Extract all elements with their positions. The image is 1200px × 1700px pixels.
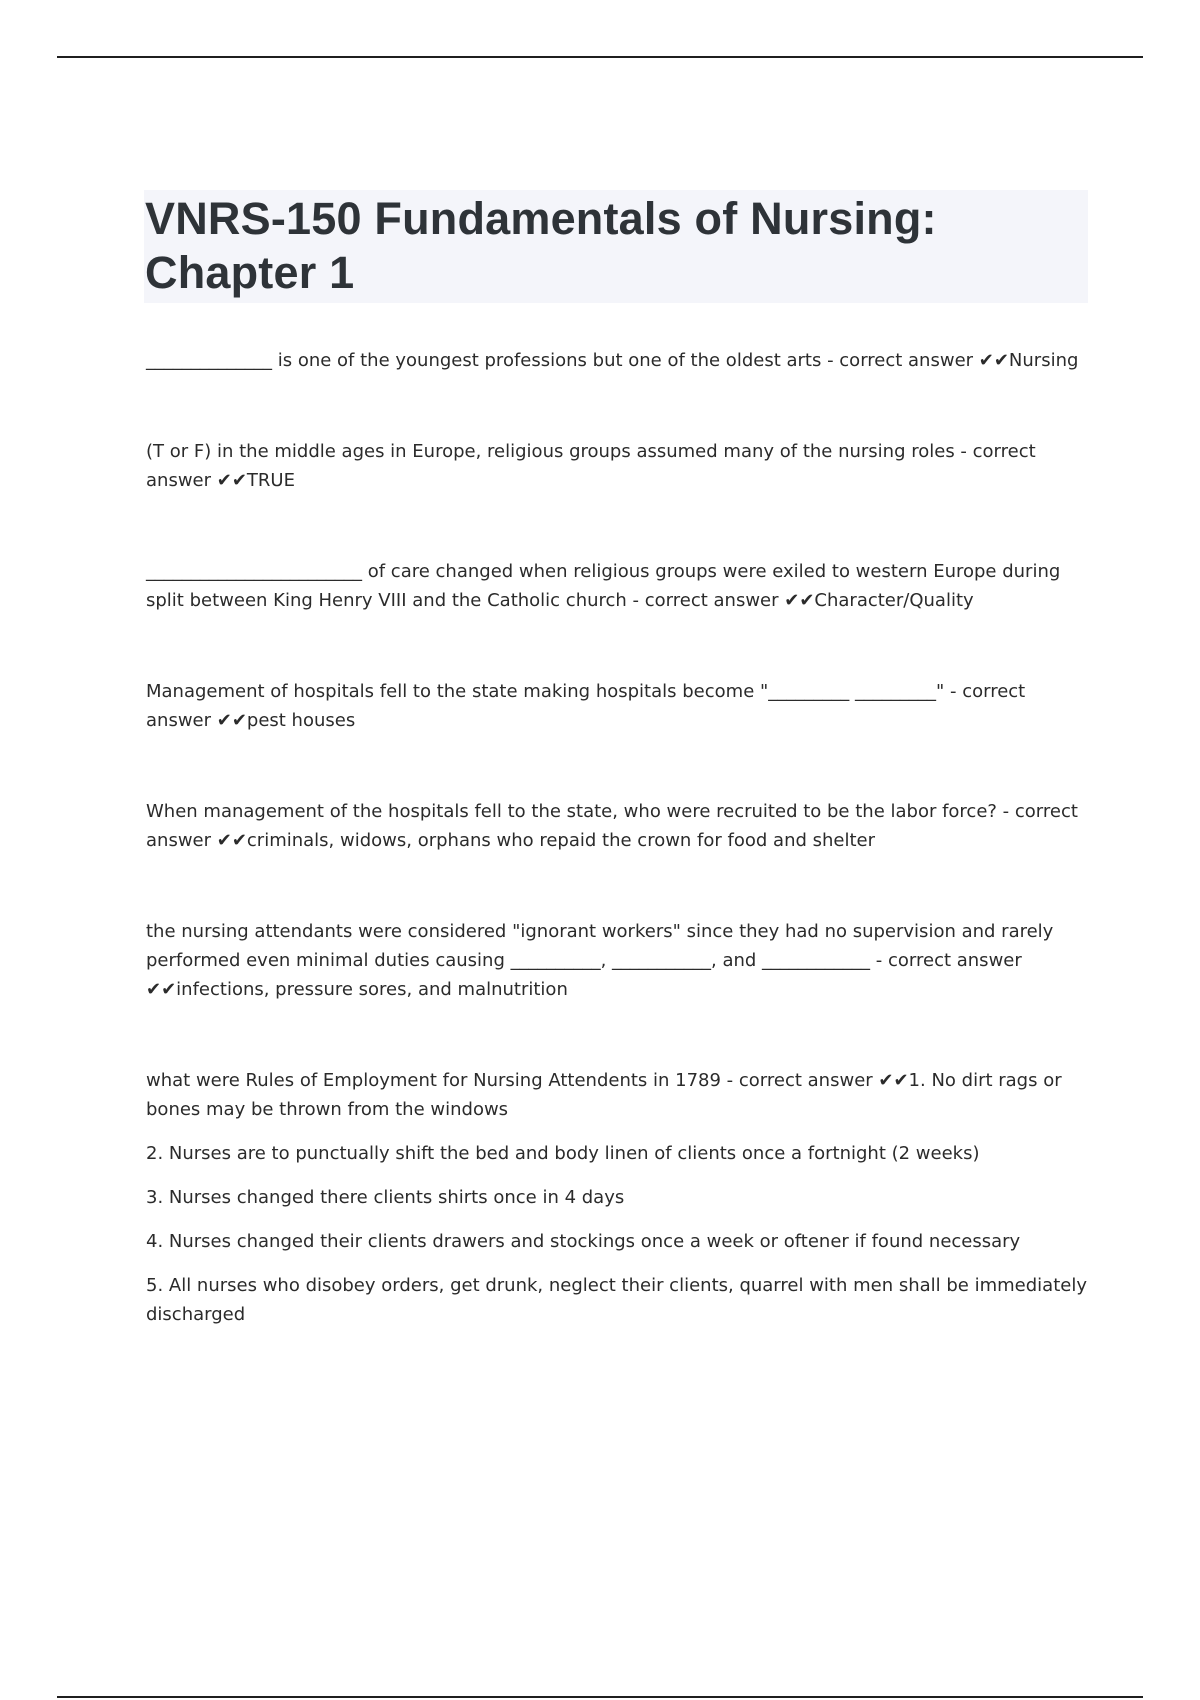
rule-item: 2. Nurses are to punctually shift the bed and body linen of clients once a fortnight (2 weeks) — [146, 1143, 980, 1164]
rule-item: 3. Nurses changed there clients shirts once in 4 days — [146, 1187, 625, 1208]
header-rule — [57, 56, 1143, 58]
qa-item: what were Rules of Employment for Nursing Attendents in 1789 - correct answer ✔✔1. No dirt rags or bones may be thrown from the windows — [146, 1070, 1062, 1120]
rule-item: 5. All nurses who disobey orders, get drunk, neglect their clients, quarrel with men shall be immediately discharged — [146, 1275, 1087, 1325]
qa-item: When management of the hospitals fell to the state, who were recruited to be the labor force? - correct answer ✔✔criminals, widows, orphans who repaid the crown for food and shelter — [146, 801, 1078, 851]
qa-item: Management of hospitals fell to the state making hospitals become "_________ _________" - correct answer ✔✔pest houses — [146, 681, 1026, 731]
document-body — [146, 346, 1091, 1329]
footer-rule — [57, 1696, 1143, 1698]
qa-item: ______________ is one of the youngest professions but one of the oldest arts - correct answer ✔✔Nursing — [146, 350, 1079, 371]
document-title: VNRS-150 Fundamentals of Nursing: Chapter 1 — [145, 193, 937, 298]
qa-item: ________________________ of care changed when religious groups were exiled to western Europe during split between King Henry VIII and the Catholic church - correct answer ✔✔Character/Quality — [146, 561, 1061, 611]
qa-item: (T or F) in the middle ages in Europe, religious groups assumed many of the nursing roles - correct answer ✔✔TRUE — [146, 441, 1036, 491]
title-box — [144, 190, 1088, 303]
rule-item: 4. Nurses changed their clients drawers and stockings once a week or oftener if found necessary — [146, 1231, 1021, 1252]
qa-item: the nursing attendants were considered "ignorant workers" since they had no supervision and rarely performed even minimal duties causing __________, ___________, and ____________ - correct answer ✔✔infections, pressure sores, and malnutrition — [146, 921, 1054, 1000]
